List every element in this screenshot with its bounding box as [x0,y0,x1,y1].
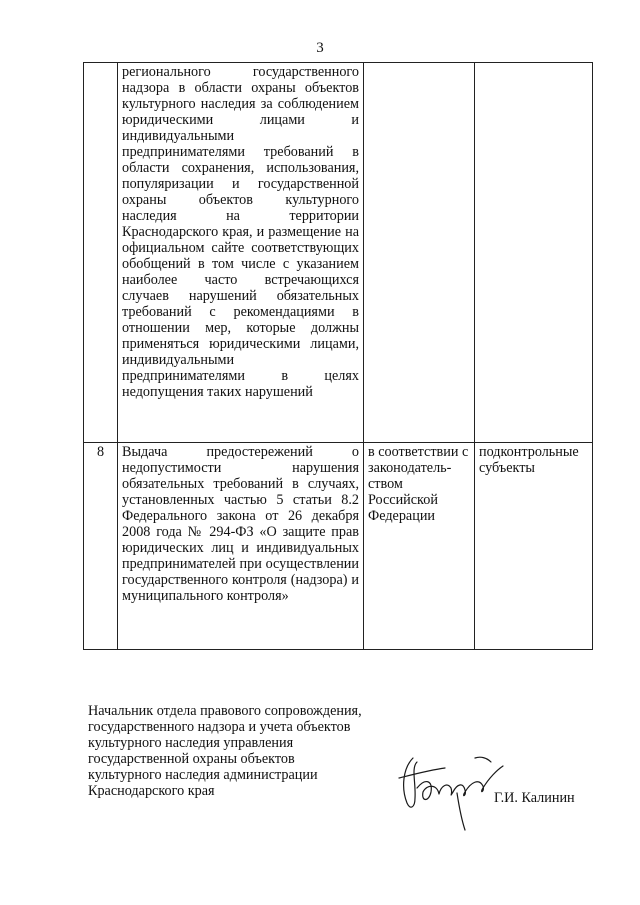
table-row [84,63,593,443]
signer-name: Г.И. Калинин [494,790,575,806]
row-number-cell: 8 [84,443,118,650]
page-number: 3 [316,40,324,56]
measure-description-cell: Выдача предостережений о недопустимости нарушения обязательных требований в случаях, установленных частью 5 статьи 8.2 Федерального закона от 26 декабря 2008 года № 294-ФЗ «О защите прав юридических лиц и индивидуальных предпринимателей при осуществлении государственного контроля (надзора) и муниципального контроля» [118,443,364,650]
signer-position-line: государственного надзора и учета объектов [88,719,351,735]
table-row [84,443,593,650]
signer-position-line: Краснодарского края [88,783,215,799]
signature-title-block [88,703,388,799]
signer-position-line: культурного наследия администрации [88,767,318,783]
legal-basis-cell [364,63,475,443]
handwritten-signature [395,748,510,833]
row-number-cell [84,63,118,443]
subjects-cell [475,63,593,443]
signer-position-line: государственной охраны объектов [88,751,295,767]
signer-position-line: культурного наследия управления [88,735,294,751]
signer-position-line: Начальник отдела правового сопровождения, [88,703,362,719]
measure-description-cell: регионального государственного надзора в области охраны объектов культурного наследия за соблюдением юридическими лицами и индивидуальными предпринимателями требований в области сохранения, использования, популяризации и государственной охраны объектов культурного наследия на территории Краснодарского края, и размещение на официальном сайте соответствующих обобщений в том числе с указанием наиболее часто встречающихся случаев нарушений обязательных требований с рекомендациями в отношении мер, которые должны применяться юридическими лицами, индивидуальными предпринимателями в целях недопущения таких нарушений [118,63,364,443]
legal-basis-cell: в соответствии с законодатель-ством Российской Федерации [364,443,475,650]
subjects-cell: подконтрольные субъекты [475,443,593,650]
measures-table [83,62,593,650]
